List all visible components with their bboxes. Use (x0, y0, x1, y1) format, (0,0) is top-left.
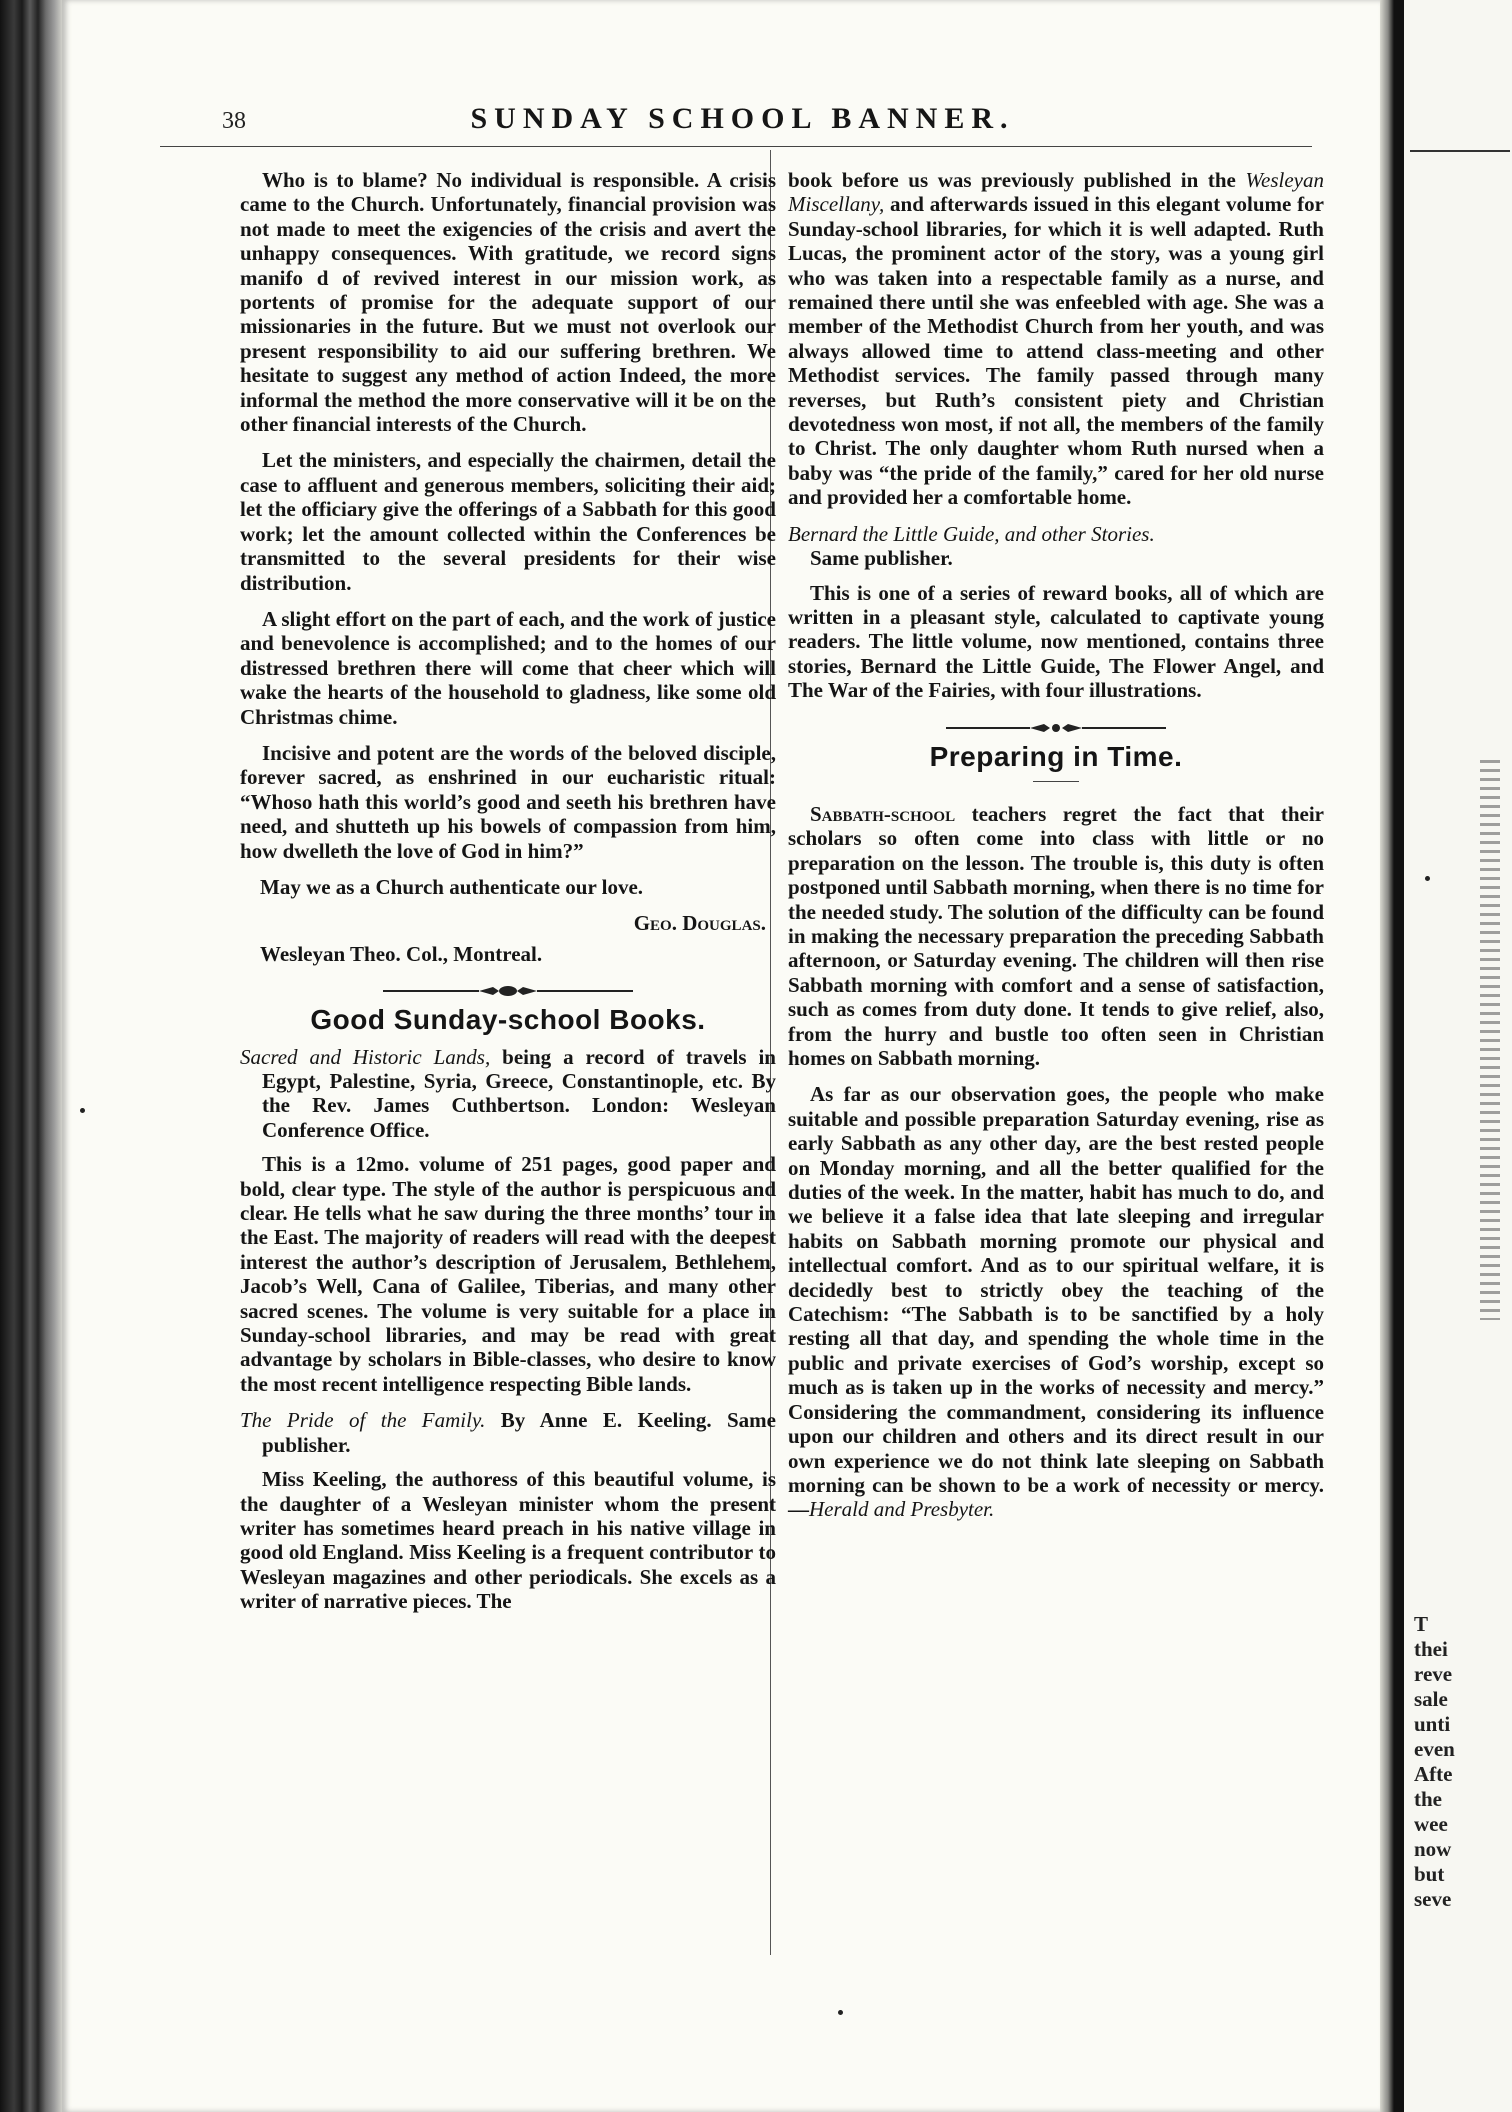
page-gutter (1380, 0, 1404, 2112)
book-entry (240, 1408, 776, 1457)
book-details: Same publisher. (810, 546, 953, 571)
paragraph: Let the ministers, and especially the chairmen, detail the case to affluent and generous members, soliciting their aid; let the officiary give the offerings of a Sabbath for this good work; let the amount collected within the Conferences be transmitted to the several presidents for their wise distribution. (240, 448, 776, 595)
next-page-edge (1404, 0, 1512, 2112)
right-column (788, 168, 1324, 1534)
section-title: Good Sunday-school Books. (310, 1004, 706, 1036)
next-page-rule (1410, 150, 1510, 152)
book-title: The Pride of the Family. (240, 1408, 486, 1433)
text-run: and afterwards issued in this elegant volume for Sunday-school libraries, for which it is well adapted. Ruth Lucas, the prominent actor of the story, was a young girl who was taken into a respectable family as a nurse, and remained there until she was enfeebled with age. She was a member of the Methodist Church from her youth, and was always allowed time to attend class-meeting and other Methodist services. The family passed through many reverses, but Ruth’s consistent piety and Christian devotedness won most, if not all, the members of the family to Christ. The only daughter whom Ruth nursed when a baby was “the pride of the family,” cared for her old nurse and provided her a comfortable home. (788, 192, 1324, 510)
speck (1425, 876, 1430, 881)
paragraph: A slight effort on the part of each, and the work of justice and benevolence is accomplished; and to the homes of our distressed brethren there will come that cheer which will wake the hearts of the household to gladness, like some old Christmas chime. (240, 606, 776, 729)
paragraph: Incisive and potent are the words of the beloved disciple, forever sacred, as enshrined in our eucharistic ritual: “Whoso hath this world’s good and seeth his brethren have need, and shutteth up his bowels of compassion from him, how dwelleth the love of God in him?” (240, 740, 776, 863)
page-number: 38 (222, 108, 246, 134)
book-entry (240, 1045, 776, 1143)
speck (80, 1108, 85, 1113)
paragraph: Who is to blame? No individual is responsible. A crisis came to the Church. Unfortunately, financial provision was not made to meet the exigencies of the crisis and avert the unhappy consequences. With gratitude, we record signs manifo d of revived interest in our mission work, as portents of promise for the adequate support of our missionaries in the future. But we must not overlook our present responsibility to aid our suffering brethren. We hesitate to suggest any method of action Indeed, the more informal the method the more conservative will it be on the other financial interests of the Church. (240, 168, 776, 437)
book-binding (0, 0, 62, 2112)
source-citation: Herald and Presbyter. (809, 1497, 995, 1522)
left-column (240, 168, 776, 1626)
paragraph (788, 168, 1324, 510)
next-page-bleed (1480, 760, 1500, 1320)
book-review: This is one of a series of reward books, all of which are written in a pleasant style, calculated to captivate young readers. The little volume, now mentioned, contains three stories, Bernard the Little Guide, The Flower Angel, and The War of the Fairies, with four illustrations. (788, 580, 1324, 703)
header-rule (160, 146, 1312, 147)
section-title: Preparing in Time. (929, 740, 1183, 772)
speck (838, 2010, 843, 2015)
paragraph (788, 802, 1324, 1070)
text-run: book before us was previously published in the (788, 168, 1246, 192)
text-run: teachers regret the fact that their scholars so often come into class with little or no preparation on the lesson. The trouble is, this duty is often postponed until Sabbath morning, when there is no time for the needed study. The solution of the difficulty can be found in making the necessary preparation the preceding Sabbath afternoon, or Saturday evening. The children will then rise Sabbath morning with comfort and a sense of satisfaction, such as comes from duty done. It tends to give relief, also, from the hurry and bustle too often seen in Christian homes on Sabbath morning. (788, 801, 1324, 1070)
author-affiliation: Wesleyan Theo. Col., Montreal. (260, 941, 543, 966)
short-rule (1033, 781, 1079, 782)
lead-words: Sabbath-school (810, 801, 956, 826)
book-review: Miss Keeling, the authoress of this beautiful volume, is the daughter of a Wesleyan minister whom the present writer has sometimes heard preach in his native village in good old England. Miss Keeling is a frequent contributor to Wesleyan magazines and other periodicals. She excels as a writer of narrative pieces. The (240, 1467, 776, 1614)
page-header (160, 100, 1325, 140)
book-title: Sacred and Historic Lands, (240, 1044, 491, 1069)
paragraph: May we as a Church authenticate our love. (260, 874, 644, 899)
ornament-divider (240, 980, 776, 998)
book-title: Bernard the Little Guide, and other Stories. (788, 521, 1155, 546)
next-page-text: T thei reve sale unti even Afte the wee now but seve (1414, 1612, 1455, 1911)
book-review: This is a 12mo. volume of 251 pages, good paper and bold, clear type. The style of the author is perspicuous and clear. He tells what he saw during the three months’ tour in the East. The majority of readers will read with the deepest interest the author’s description of Jerusalem, Bethlehem, Jacob’s Well, Cana of Galilee, Tiberias, and many other sacred scenes. The volume is very suitable for a place in Sunday-school libraries, and may be read with great advantage by scholars in Bible-classes, who desire to know the most recent intelligence respecting Bible lands. (240, 1152, 776, 1396)
periodical-title: Wesleyan Miscellany, (788, 168, 1324, 217)
book-details: By Anne E. Keeling. Same publisher. (262, 1408, 776, 1457)
author-signature: Geo. Douglas. (633, 911, 766, 936)
book-entry (788, 522, 1324, 571)
ornament-divider (788, 717, 1324, 735)
text-run: As far as our observation goes, the people who make suitable and possible preparation Saturday evening, rise as early Sabbath as any other day, are the best rested people on Monday morning, and all the better qualified for the duties of the week. In the matter, habit has much to do, and we believe it a false idea that late sleeping and irregular habits on Sabbath morning promote our physical and intellectual comfort. And as to our spiritual welfare, it is decidedly best to strictly obey the teaching of the Catechism: “The Sabbath is to be sanctified by a holy resting all that day, and spending the whole time in the public and private exercises of God’s worship, except so much as is taken up in the works of necessity and mercy.” Considering the commandment, considering its influence upon our children and others and its direct result in our own experience we do not think late sleeping on Sabbath morning can be shown to be a work of necessity or mercy.— (788, 1082, 1324, 1522)
running-title: SUNDAY SCHOOL BANNER. (470, 102, 1015, 135)
book-details: being a record of travels in Egypt, Palestine, Syria, Greece, Constantinople, etc. By the Rev. James Cuthbertson. London: Wesleyan Conference Office. (262, 1044, 776, 1142)
paragraph (788, 1082, 1324, 1521)
